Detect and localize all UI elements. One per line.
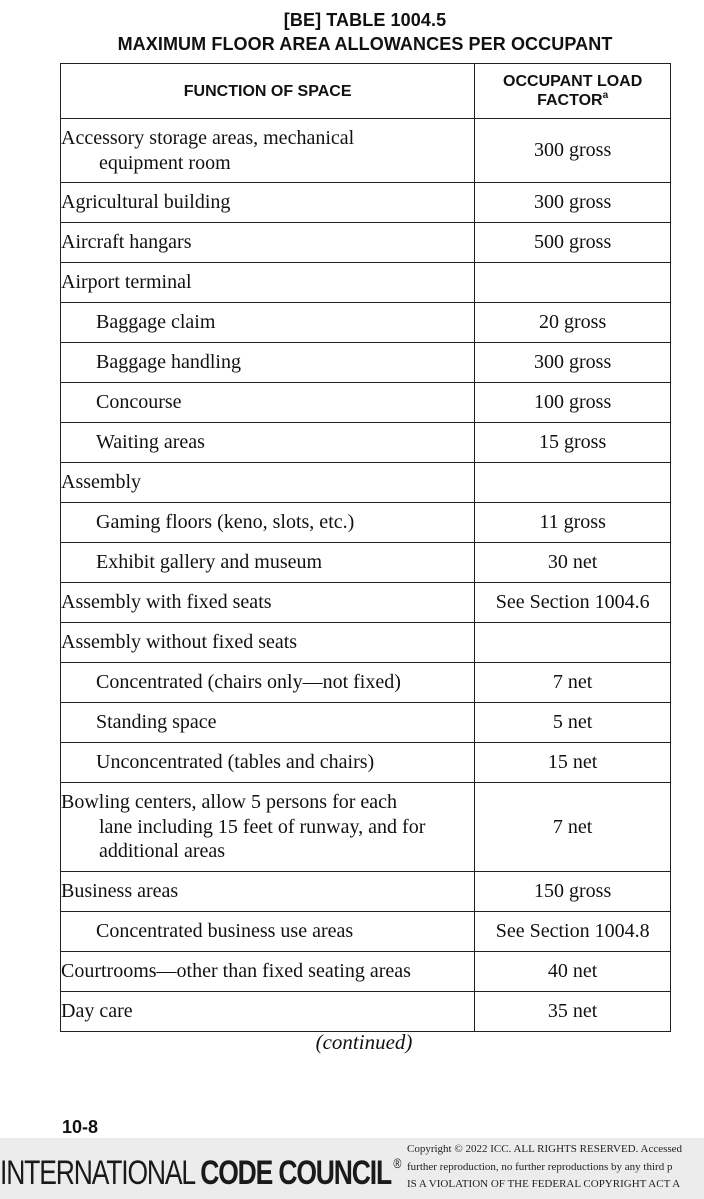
logo-word-international: INTERNATIONAL [0,1154,195,1192]
table-subtitle: MAXIMUM FLOOR AREA ALLOWANCES PER OCCUPANT [117,34,613,54]
table-row [61,663,671,703]
factor-cell: See Section 1004.8 [475,912,671,952]
table-row [61,223,671,263]
factor-cell [475,263,671,303]
table-row [61,703,671,743]
factor-cell: 40 net [475,952,671,992]
factor-cell: 11 gross [475,503,671,543]
function-cell: Concourse [61,383,475,423]
factor-cell: 15 net [475,743,671,783]
icc-logo [0,1141,402,1192]
function-cell: Waiting areas [61,423,475,463]
function-cell: Exhibit gallery and museum [61,543,475,583]
function-cell [61,119,475,183]
function-cell: Aircraft hangars [61,223,475,263]
table-row [61,119,671,183]
table-row [61,463,671,503]
page-number: 10-8 [62,1117,99,1137]
factor-cell: 300 gross [475,183,671,223]
factor-cell: 5 net [475,703,671,743]
logo-word-code-council: CODE COUNCIL [200,1154,391,1192]
factor-cell: 300 gross [475,119,671,183]
registered-mark-icon: ® [393,1155,402,1171]
table-row [61,303,671,343]
function-cell: Airport terminal [61,263,475,303]
factor-cell [475,623,671,663]
table-header-row [61,64,671,119]
header-function-of-space: FUNCTION OF SPACE [61,64,475,119]
factor-cell: 7 net [475,783,671,872]
header-occupant-load-factor [475,64,671,119]
copyright-line: further reproduction, no further reproductions by any third p [407,1160,673,1173]
factor-cell: 20 gross [475,303,671,343]
table-row [61,423,671,463]
factor-cell: 300 gross [475,343,671,383]
continued-note: (continued) [315,1030,413,1054]
copyright-line: IS A VIOLATION OF THE FEDERAL COPYRIGHT ACT A [407,1178,681,1190]
table-row [61,783,671,872]
function-cell: Unconcentrated (tables and chairs) [61,743,475,783]
occupant-load-table [60,63,671,1032]
function-cell: Concentrated business use areas [61,912,475,952]
footnote-marker: a [602,90,609,101]
function-cell: Gaming floors (keno, slots, etc.) [61,503,475,543]
factor-cell [475,463,671,503]
table-row [61,912,671,952]
function-cell: Courtrooms—other than fixed seating areas [61,952,475,992]
function-text: Bowling centers, allow 5 persons for each [61,791,398,814]
function-cell: Assembly without fixed seats [61,623,475,663]
function-cell: Day care [61,992,475,1032]
function-cell: Business areas [61,872,475,912]
function-text-continued: lane including 15 feet of runway, and for [99,815,426,838]
function-text: Accessory storage areas, mechanical [61,127,355,149]
table-row [61,743,671,783]
table-row [61,503,671,543]
table-title: [BE] TABLE 1004.5 [283,10,447,30]
table-row [61,263,671,303]
table-row [61,383,671,423]
table-row [61,183,671,223]
factor-cell: 35 net [475,992,671,1032]
table-row [61,543,671,583]
copyright-notice [407,1141,704,1194]
function-cell: Concentrated (chairs only—not fixed) [61,663,475,703]
factor-cell: 500 gross [475,223,671,263]
function-cell: Agricultural building [61,183,475,223]
factor-cell: See Section 1004.6 [475,583,671,623]
function-cell: Standing space [61,703,475,743]
table-row [61,343,671,383]
function-cell [61,783,475,872]
copyright-line: Copyright © 2022 ICC. ALL RIGHTS RESERVED. Accessed [407,1143,683,1155]
table-row [61,952,671,992]
function-cell: Assembly with fixed seats [61,583,475,623]
factor-cell: 7 net [475,663,671,703]
header-factor-line1: OCCUPANT LOAD [503,73,643,90]
function-cell: Baggage handling [61,343,475,383]
table-row [61,872,671,912]
table-row [61,992,671,1032]
function-cell: Assembly [61,463,475,503]
factor-cell: 100 gross [475,383,671,423]
function-text-continued: additional areas [99,840,226,863]
factor-cell: 15 gross [475,423,671,463]
function-text-continued: equipment room [99,151,231,174]
factor-cell: 150 gross [475,872,671,912]
header-factor-line2: FACTOR [537,92,603,109]
table-row [61,623,671,663]
factor-cell: 30 net [475,543,671,583]
function-cell: Baggage claim [61,303,475,343]
table-row [61,583,671,623]
